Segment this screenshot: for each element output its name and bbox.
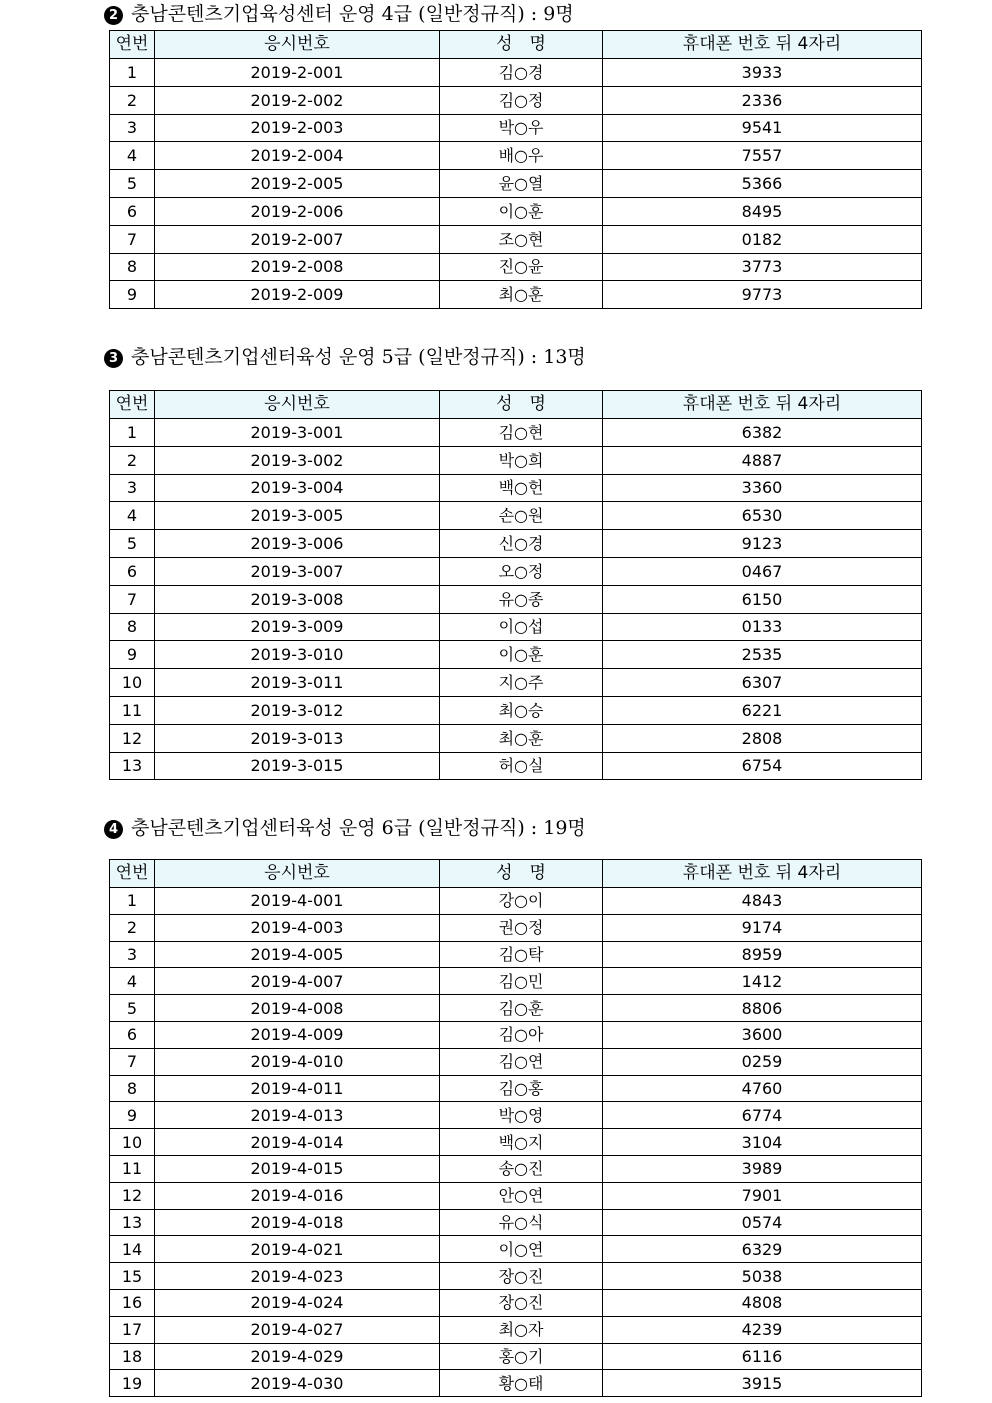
cell-exam-no: 2019-2-001 — [155, 59, 440, 87]
cell-exam-no: 2019-3-012 — [155, 696, 440, 724]
cell-exam-no: 2019-4-027 — [155, 1316, 440, 1343]
cell-exam-no: 2019-3-007 — [155, 557, 440, 585]
cell-no: 18 — [110, 1343, 155, 1370]
cell-exam-no: 2019-4-030 — [155, 1370, 440, 1397]
cell-name: 이○훈 — [440, 641, 603, 669]
cell-no: 8 — [110, 253, 155, 281]
cell-phone: 5038 — [603, 1263, 922, 1290]
cell-no: 8 — [110, 1075, 155, 1102]
section-grade-4-heading — [104, 0, 574, 28]
cell-name: 윤○열 — [440, 170, 603, 198]
cell-no: 9 — [110, 281, 155, 309]
cell-phone: 6754 — [603, 752, 922, 780]
cell-name: 최○훈 — [440, 724, 603, 752]
cell-name: 이○훈 — [440, 197, 603, 225]
section-number-badge: 2 — [104, 6, 123, 25]
cell-exam-no: 2019-3-001 — [155, 419, 440, 447]
cell-name: 백○지 — [440, 1129, 603, 1156]
cell-name: 배○우 — [440, 142, 603, 170]
section-title: 충남콘텐츠기업센터육성 운영 6급 (일반정규직) : 19명 — [131, 817, 586, 839]
cell-exam-no: 2019-3-006 — [155, 530, 440, 558]
section-number-badge: 4 — [104, 820, 123, 839]
cell-name: 황○태 — [440, 1370, 603, 1397]
cell-exam-no: 2019-4-011 — [155, 1075, 440, 1102]
section-grade-5-table — [109, 390, 922, 780]
cell-exam-no: 2019-3-010 — [155, 641, 440, 669]
cell-no: 7 — [110, 225, 155, 253]
cell-name: 최○승 — [440, 696, 603, 724]
col-header-name: 성 명 — [440, 860, 603, 888]
cell-phone: 3360 — [603, 474, 922, 502]
cell-name: 김○정 — [440, 86, 603, 114]
table-row — [110, 59, 922, 87]
cell-no: 13 — [110, 1209, 155, 1236]
cell-exam-no: 2019-2-007 — [155, 225, 440, 253]
table-row — [110, 613, 922, 641]
cell-no: 16 — [110, 1289, 155, 1316]
cell-exam-no: 2019-4-013 — [155, 1102, 440, 1129]
section-title: 충남콘텐츠기업센터육성 운영 5급 (일반정규직) : 13명 — [131, 346, 586, 368]
cell-exam-no: 2019-4-014 — [155, 1129, 440, 1156]
cell-exam-no: 2019-3-009 — [155, 613, 440, 641]
cell-phone: 4239 — [603, 1316, 922, 1343]
cell-name: 진○윤 — [440, 253, 603, 281]
cell-no: 9 — [110, 641, 155, 669]
cell-phone: 2808 — [603, 724, 922, 752]
table-row — [110, 170, 922, 198]
section-grade-5-heading — [104, 343, 586, 371]
table-row — [110, 1048, 922, 1075]
table-row — [110, 1343, 922, 1370]
cell-phone: 8959 — [603, 941, 922, 968]
cell-phone: 6530 — [603, 502, 922, 530]
cell-name: 장○진 — [440, 1263, 603, 1290]
cell-exam-no: 2019-4-023 — [155, 1263, 440, 1290]
table-row — [110, 914, 922, 941]
cell-no: 7 — [110, 1048, 155, 1075]
cell-exam-no: 2019-2-009 — [155, 281, 440, 309]
cell-no: 1 — [110, 59, 155, 87]
table-row — [110, 641, 922, 669]
cell-phone: 2535 — [603, 641, 922, 669]
table-header-row — [110, 31, 922, 59]
col-header-exam-no: 응시번호 — [155, 31, 440, 59]
cell-name: 조○현 — [440, 225, 603, 253]
table-row — [110, 502, 922, 530]
cell-phone: 6382 — [603, 419, 922, 447]
cell-no: 6 — [110, 557, 155, 585]
cell-name: 최○자 — [440, 1316, 603, 1343]
cell-no: 4 — [110, 968, 155, 995]
cell-no: 19 — [110, 1370, 155, 1397]
cell-name: 박○우 — [440, 114, 603, 142]
cell-no: 1 — [110, 419, 155, 447]
cell-name: 김○탁 — [440, 941, 603, 968]
cell-no: 5 — [110, 995, 155, 1022]
cell-no: 6 — [110, 1021, 155, 1048]
cell-exam-no: 2019-3-005 — [155, 502, 440, 530]
cell-phone: 9123 — [603, 530, 922, 558]
table-row — [110, 1209, 922, 1236]
table-row — [110, 1021, 922, 1048]
cell-phone: 0182 — [603, 225, 922, 253]
cell-no: 1 — [110, 888, 155, 915]
cell-name: 김○홍 — [440, 1075, 603, 1102]
cell-exam-no: 2019-4-007 — [155, 968, 440, 995]
cell-no: 2 — [110, 446, 155, 474]
table-row — [110, 253, 922, 281]
cell-phone: 1412 — [603, 968, 922, 995]
cell-name: 김○현 — [440, 419, 603, 447]
table-row — [110, 474, 922, 502]
cell-no: 3 — [110, 114, 155, 142]
cell-name: 허○실 — [440, 752, 603, 780]
cell-phone: 8495 — [603, 197, 922, 225]
cell-exam-no: 2019-4-010 — [155, 1048, 440, 1075]
cell-name: 지○주 — [440, 669, 603, 697]
cell-no: 4 — [110, 502, 155, 530]
cell-phone: 5366 — [603, 170, 922, 198]
cell-no: 7 — [110, 585, 155, 613]
cell-phone: 9174 — [603, 914, 922, 941]
col-header-exam-no: 응시번호 — [155, 860, 440, 888]
table-row — [110, 1289, 922, 1316]
table-row — [110, 446, 922, 474]
cell-no: 3 — [110, 941, 155, 968]
table-row — [110, 225, 922, 253]
cell-phone: 0467 — [603, 557, 922, 585]
cell-name: 김○아 — [440, 1021, 603, 1048]
cell-phone: 3915 — [603, 1370, 922, 1397]
table-row — [110, 1129, 922, 1156]
cell-exam-no: 2019-3-013 — [155, 724, 440, 752]
cell-name: 홍○기 — [440, 1343, 603, 1370]
table-row — [110, 941, 922, 968]
cell-no: 12 — [110, 724, 155, 752]
table-header-row — [110, 391, 922, 419]
cell-name: 이○섭 — [440, 613, 603, 641]
cell-name: 김○훈 — [440, 995, 603, 1022]
cell-exam-no: 2019-4-018 — [155, 1209, 440, 1236]
cell-name: 장○진 — [440, 1289, 603, 1316]
cell-exam-no: 2019-2-004 — [155, 142, 440, 170]
col-header-phone: 휴대폰 번호 뒤 4자리 — [603, 860, 922, 888]
cell-phone: 4808 — [603, 1289, 922, 1316]
cell-exam-no: 2019-4-024 — [155, 1289, 440, 1316]
col-header-exam-no: 응시번호 — [155, 391, 440, 419]
table-row — [110, 1075, 922, 1102]
table-row — [110, 1102, 922, 1129]
cell-phone: 7557 — [603, 142, 922, 170]
cell-no: 6 — [110, 197, 155, 225]
cell-no: 12 — [110, 1182, 155, 1209]
cell-phone: 3989 — [603, 1155, 922, 1182]
cell-phone: 2336 — [603, 86, 922, 114]
cell-exam-no: 2019-4-029 — [155, 1343, 440, 1370]
table-row — [110, 142, 922, 170]
table-row — [110, 724, 922, 752]
table-row — [110, 530, 922, 558]
cell-no: 5 — [110, 530, 155, 558]
cell-phone: 0133 — [603, 613, 922, 641]
cell-exam-no: 2019-4-021 — [155, 1236, 440, 1263]
cell-phone: 9541 — [603, 114, 922, 142]
cell-name: 박○희 — [440, 446, 603, 474]
cell-phone: 0574 — [603, 1209, 922, 1236]
section-number-badge: 3 — [104, 349, 123, 368]
cell-phone: 3600 — [603, 1021, 922, 1048]
cell-no: 11 — [110, 1155, 155, 1182]
table-row — [110, 86, 922, 114]
cell-name: 신○경 — [440, 530, 603, 558]
cell-name: 손○원 — [440, 502, 603, 530]
cell-name: 김○연 — [440, 1048, 603, 1075]
cell-phone: 6150 — [603, 585, 922, 613]
cell-name: 유○종 — [440, 585, 603, 613]
cell-no: 11 — [110, 696, 155, 724]
table-header-row — [110, 860, 922, 888]
section-grade-6-table — [109, 859, 922, 1397]
cell-exam-no: 2019-2-008 — [155, 253, 440, 281]
cell-name: 강○이 — [440, 888, 603, 915]
cell-exam-no: 2019-3-008 — [155, 585, 440, 613]
cell-name: 백○헌 — [440, 474, 603, 502]
cell-name: 유○식 — [440, 1209, 603, 1236]
col-header-no: 연번 — [110, 860, 155, 888]
cell-phone: 7901 — [603, 1182, 922, 1209]
cell-name: 김○경 — [440, 59, 603, 87]
table-row — [110, 1236, 922, 1263]
section-title: 충남콘텐츠기업육성센터 운영 4급 (일반정규직) : 9명 — [131, 3, 574, 25]
cell-exam-no: 2019-3-004 — [155, 474, 440, 502]
cell-phone: 6774 — [603, 1102, 922, 1129]
cell-exam-no: 2019-4-005 — [155, 941, 440, 968]
table-row — [110, 419, 922, 447]
table-row — [110, 752, 922, 780]
cell-name: 박○영 — [440, 1102, 603, 1129]
table-row — [110, 557, 922, 585]
cell-exam-no: 2019-2-003 — [155, 114, 440, 142]
cell-name: 이○연 — [440, 1236, 603, 1263]
cell-name: 오○정 — [440, 557, 603, 585]
section-grade-6-heading — [104, 814, 586, 842]
cell-exam-no: 2019-3-002 — [155, 446, 440, 474]
cell-no: 9 — [110, 1102, 155, 1129]
table-row — [110, 1155, 922, 1182]
table-row — [110, 995, 922, 1022]
section-grade-4-table — [109, 30, 922, 309]
cell-phone: 6116 — [603, 1343, 922, 1370]
cell-name: 안○연 — [440, 1182, 603, 1209]
table-row — [110, 669, 922, 697]
cell-phone: 0259 — [603, 1048, 922, 1075]
cell-phone: 4887 — [603, 446, 922, 474]
cell-phone: 6329 — [603, 1236, 922, 1263]
cell-exam-no: 2019-4-015 — [155, 1155, 440, 1182]
cell-no: 8 — [110, 613, 155, 641]
table-row — [110, 696, 922, 724]
table-row — [110, 585, 922, 613]
col-header-name: 성 명 — [440, 391, 603, 419]
cell-name: 최○훈 — [440, 281, 603, 309]
table-row — [110, 888, 922, 915]
cell-no: 14 — [110, 1236, 155, 1263]
table-row — [110, 1370, 922, 1397]
table-row — [110, 1263, 922, 1290]
cell-phone: 3773 — [603, 253, 922, 281]
col-header-phone: 휴대폰 번호 뒤 4자리 — [603, 31, 922, 59]
cell-no: 5 — [110, 170, 155, 198]
col-header-name: 성 명 — [440, 31, 603, 59]
cell-phone: 3104 — [603, 1129, 922, 1156]
table-row — [110, 281, 922, 309]
cell-no: 15 — [110, 1263, 155, 1290]
cell-phone: 4760 — [603, 1075, 922, 1102]
cell-exam-no: 2019-2-006 — [155, 197, 440, 225]
table-row — [110, 1182, 922, 1209]
cell-name: 권○정 — [440, 914, 603, 941]
table-row — [110, 197, 922, 225]
table-row — [110, 968, 922, 995]
cell-phone: 4843 — [603, 888, 922, 915]
cell-exam-no: 2019-4-003 — [155, 914, 440, 941]
cell-exam-no: 2019-2-002 — [155, 86, 440, 114]
cell-phone: 6307 — [603, 669, 922, 697]
cell-no: 2 — [110, 914, 155, 941]
cell-exam-no: 2019-4-016 — [155, 1182, 440, 1209]
table-row — [110, 114, 922, 142]
cell-no: 10 — [110, 1129, 155, 1156]
cell-exam-no: 2019-2-005 — [155, 170, 440, 198]
cell-phone: 9773 — [603, 281, 922, 309]
cell-exam-no: 2019-3-015 — [155, 752, 440, 780]
cell-name: 송○진 — [440, 1155, 603, 1182]
cell-exam-no: 2019-4-001 — [155, 888, 440, 915]
col-header-no: 연번 — [110, 31, 155, 59]
cell-exam-no: 2019-3-011 — [155, 669, 440, 697]
cell-no: 2 — [110, 86, 155, 114]
cell-phone: 3933 — [603, 59, 922, 87]
cell-no: 3 — [110, 474, 155, 502]
cell-phone: 8806 — [603, 995, 922, 1022]
cell-no: 17 — [110, 1316, 155, 1343]
cell-phone: 6221 — [603, 696, 922, 724]
cell-no: 4 — [110, 142, 155, 170]
cell-no: 13 — [110, 752, 155, 780]
cell-exam-no: 2019-4-008 — [155, 995, 440, 1022]
cell-no: 10 — [110, 669, 155, 697]
cell-exam-no: 2019-4-009 — [155, 1021, 440, 1048]
cell-name: 김○민 — [440, 968, 603, 995]
col-header-phone: 휴대폰 번호 뒤 4자리 — [603, 391, 922, 419]
col-header-no: 연번 — [110, 391, 155, 419]
table-row — [110, 1316, 922, 1343]
